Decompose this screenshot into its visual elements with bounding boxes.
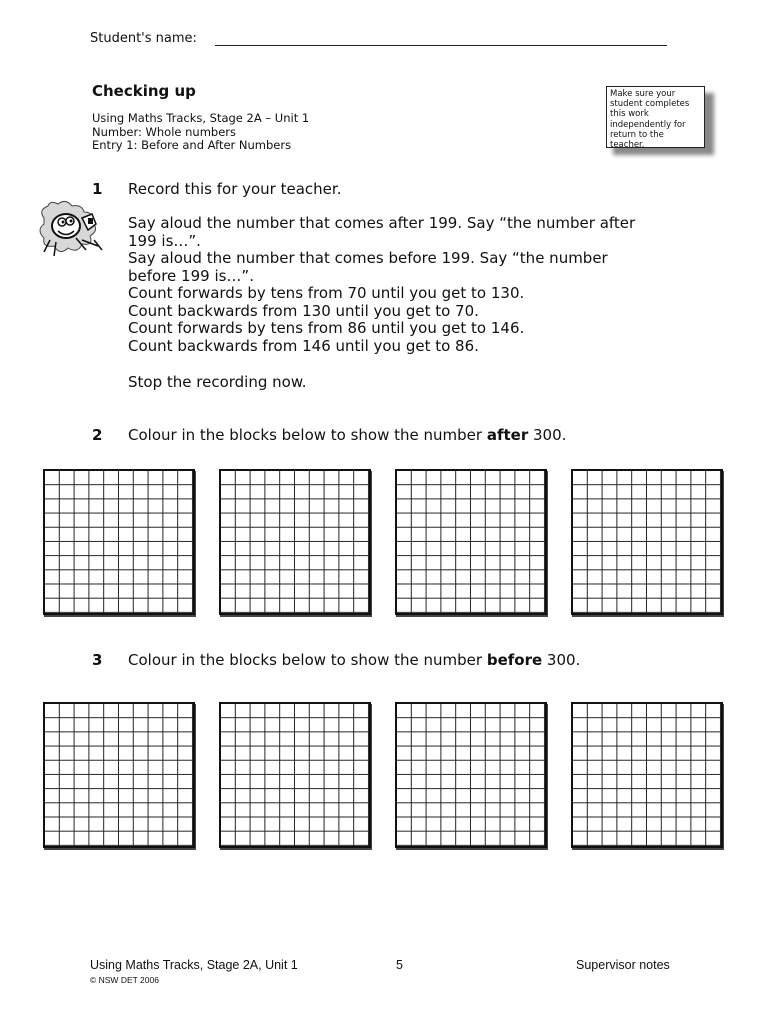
meta-line-course: Using Maths Tracks, Stage 2A – Unit 1 bbox=[92, 111, 310, 125]
footer-copyright: © NSW DET 2006 bbox=[90, 975, 159, 985]
instruction-line: Count forwards by tens from 70 until you get to 130. bbox=[128, 284, 525, 302]
after-blocks-row bbox=[43, 469, 723, 615]
question-1-intro: Record this for your teacher. bbox=[128, 180, 342, 198]
note-box: Make sure your student completes this work independently for return to the teacher. bbox=[606, 86, 705, 148]
student-name-line[interactable] bbox=[215, 45, 667, 46]
question-2-keyword: after bbox=[486, 426, 529, 444]
question-3-suffix: 300. bbox=[542, 651, 581, 669]
student-name-label: Student's name: bbox=[90, 31, 197, 46]
question-2-suffix: 300. bbox=[528, 426, 567, 444]
question-2-prefix: Colour in the blocks below to show the number bbox=[128, 426, 487, 444]
instruction-line: Say aloud the number that comes before 199. Say “the number bbox=[128, 249, 608, 267]
question-3-prefix: Colour in the blocks below to show the number bbox=[128, 651, 487, 669]
hundred-block-grid[interactable] bbox=[43, 702, 195, 848]
hundred-block-grid[interactable] bbox=[571, 702, 723, 848]
hundred-block-grid[interactable] bbox=[571, 469, 723, 615]
recording-mascot-icon bbox=[36, 200, 112, 260]
instruction-line: 199 is…”. bbox=[128, 231, 201, 250]
footer-course: Using Maths Tracks, Stage 2A, Unit 1 bbox=[90, 958, 298, 972]
question-2-number: 2 bbox=[92, 426, 103, 444]
question-1-number: 1 bbox=[92, 180, 103, 198]
hundred-block-grid[interactable] bbox=[43, 469, 195, 615]
footer-section: Supervisor notes bbox=[576, 958, 670, 972]
question-3-keyword: before bbox=[486, 651, 543, 669]
question-1-instructions bbox=[128, 215, 688, 355]
page-title: Checking up bbox=[92, 82, 196, 100]
instruction-line: Count backwards from 130 until you get to 70. bbox=[128, 301, 479, 320]
before-blocks-row bbox=[43, 702, 723, 848]
question-2-text bbox=[128, 426, 566, 444]
instruction-line: Count backwards from 146 until you get to 86. bbox=[128, 336, 479, 355]
instruction-line: Count forwards by tens from 86 until you get to 146. bbox=[128, 319, 525, 337]
footer-page-number: 5 bbox=[396, 958, 403, 972]
hundred-block-grid[interactable] bbox=[219, 702, 371, 848]
question-1-stop: Stop the recording now. bbox=[128, 373, 307, 391]
instruction-line: before 199 is…”. bbox=[128, 266, 254, 285]
instruction-line: Say aloud the number that comes after 199. Say “the number after bbox=[128, 214, 636, 232]
hundred-block-grid[interactable] bbox=[395, 469, 547, 615]
meta-line-entry: Entry 1: Before and After Numbers bbox=[92, 138, 292, 152]
question-3-text bbox=[128, 651, 580, 669]
hundred-block-grid[interactable] bbox=[395, 702, 547, 848]
meta-line-topic: Number: Whole numbers bbox=[92, 125, 237, 139]
hundred-block-grid[interactable] bbox=[219, 469, 371, 615]
question-3-number: 3 bbox=[92, 651, 103, 669]
